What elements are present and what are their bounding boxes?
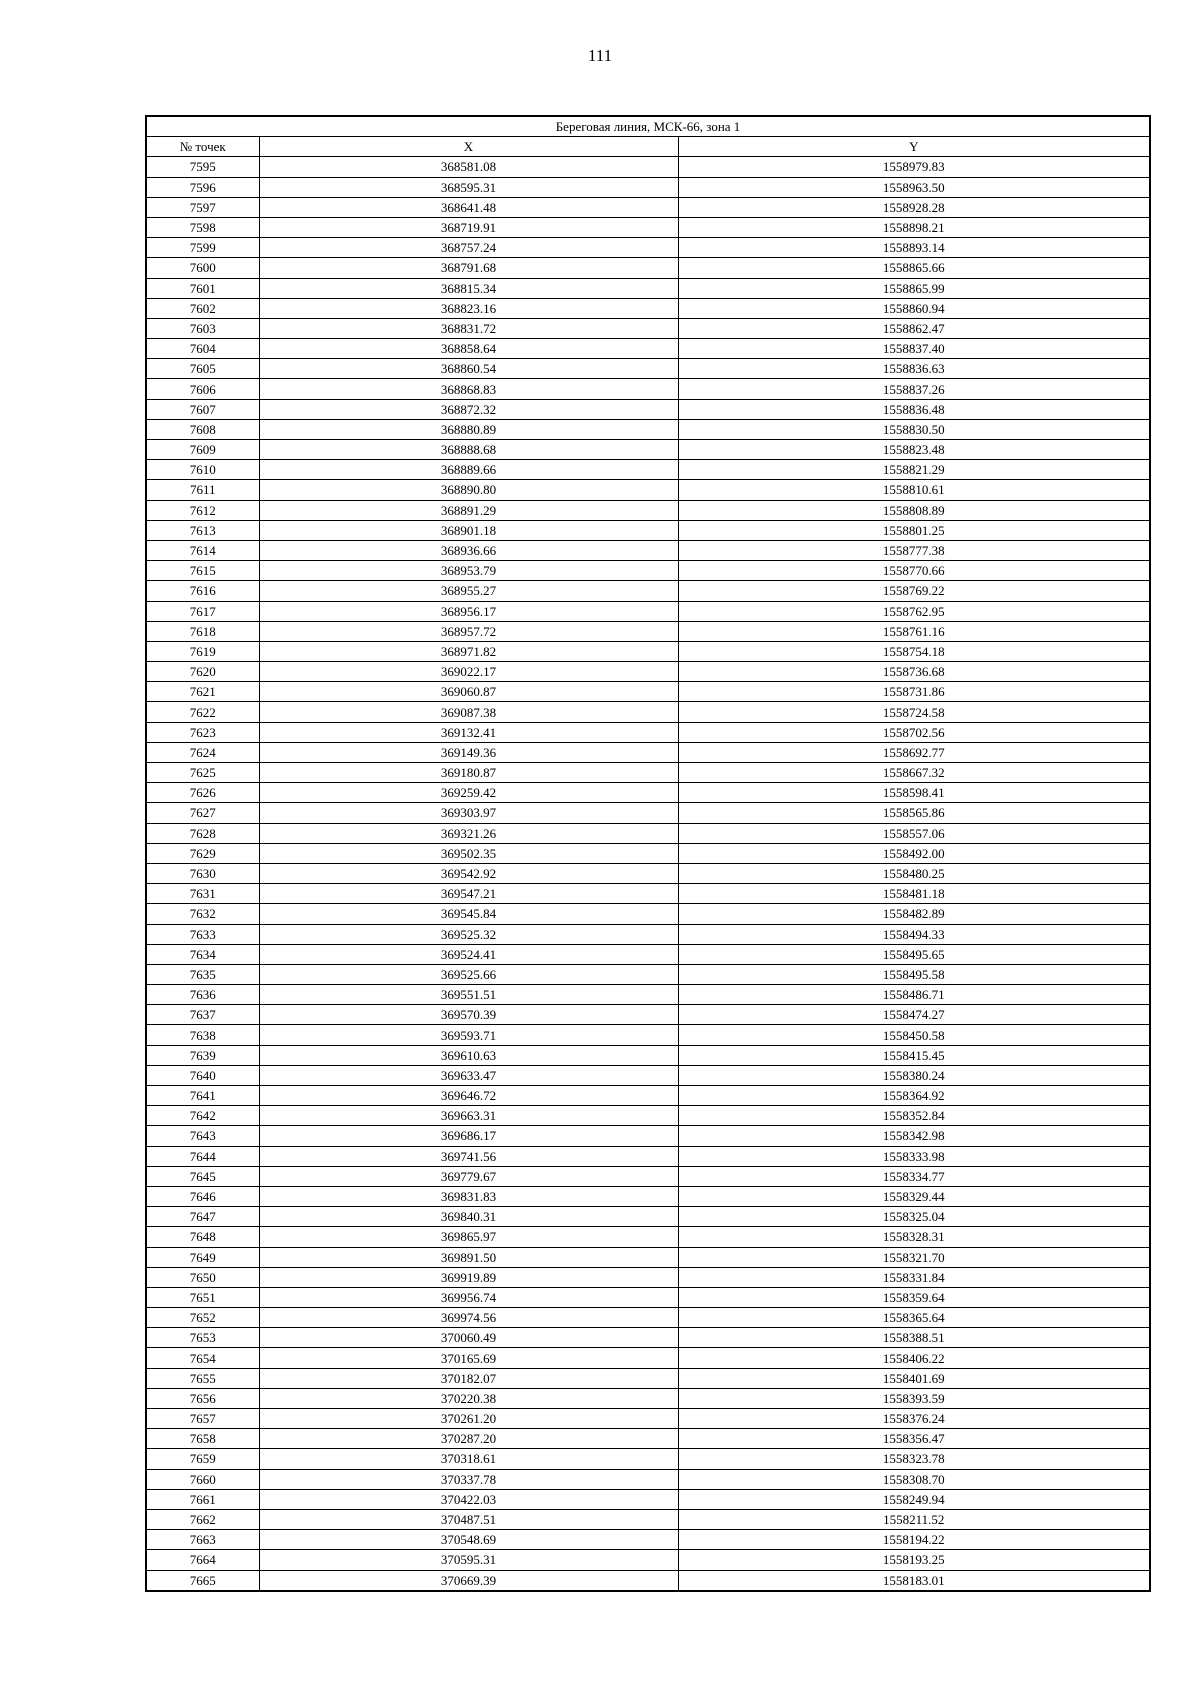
table-row [146,1005,1150,1025]
x-coordinate-cell: 370060.49 [259,1328,678,1348]
table-row [146,197,1150,217]
y-coordinate-cell: 1558724.58 [678,702,1150,722]
point-number-cell: 7617 [146,601,259,621]
point-number-cell: 7623 [146,722,259,742]
x-coordinate-cell: 368595.31 [259,177,678,197]
point-number-cell: 7646 [146,1186,259,1206]
table-row [146,1267,1150,1287]
y-coordinate-cell: 1558450.58 [678,1025,1150,1045]
x-coordinate-cell: 369974.56 [259,1308,678,1328]
table-row [146,924,1150,944]
point-number-cell: 7665 [146,1570,259,1591]
point-number-cell: 7659 [146,1449,259,1469]
x-coordinate-cell: 368880.89 [259,419,678,439]
x-coordinate-cell: 369610.63 [259,1045,678,1065]
table-row [146,863,1150,883]
x-coordinate-cell: 368823.16 [259,298,678,318]
x-coordinate-cell: 368971.82 [259,641,678,661]
x-coordinate-cell: 369741.56 [259,1146,678,1166]
point-number-cell: 7629 [146,843,259,863]
point-number-cell: 7634 [146,944,259,964]
x-coordinate-cell: 369321.26 [259,823,678,843]
y-coordinate-cell: 1558193.25 [678,1550,1150,1570]
point-number-cell: 7628 [146,823,259,843]
x-coordinate-cell: 370669.39 [259,1570,678,1591]
y-coordinate-cell: 1558565.86 [678,803,1150,823]
x-coordinate-cell: 369570.39 [259,1005,678,1025]
x-coordinate-cell: 370318.61 [259,1449,678,1469]
table-row [146,520,1150,540]
x-coordinate-cell: 370595.31 [259,1550,678,1570]
table-row [146,1530,1150,1550]
x-coordinate-cell: 368936.66 [259,540,678,560]
table-row [146,1348,1150,1368]
x-coordinate-cell: 369525.32 [259,924,678,944]
y-coordinate-cell: 1558837.40 [678,339,1150,359]
x-coordinate-cell: 369551.51 [259,985,678,1005]
point-number-cell: 7649 [146,1247,259,1267]
x-coordinate-cell: 369779.67 [259,1166,678,1186]
y-coordinate-cell: 1558492.00 [678,843,1150,863]
x-coordinate-cell: 370422.03 [259,1489,678,1509]
table-row [146,460,1150,480]
x-coordinate-cell: 368891.29 [259,500,678,520]
table-row [146,480,1150,500]
table-row [146,1429,1150,1449]
y-coordinate-cell: 1558823.48 [678,440,1150,460]
point-number-cell: 7610 [146,460,259,480]
y-coordinate-cell: 1558761.16 [678,621,1150,641]
x-coordinate-cell: 368860.54 [259,359,678,379]
x-coordinate-cell: 368831.72 [259,318,678,338]
point-number-cell: 7654 [146,1348,259,1368]
x-coordinate-cell: 370182.07 [259,1368,678,1388]
x-coordinate-cell: 369919.89 [259,1267,678,1287]
point-number-cell: 7618 [146,621,259,641]
y-coordinate-cell: 1558401.69 [678,1368,1150,1388]
x-coordinate-cell: 370337.78 [259,1469,678,1489]
y-coordinate-cell: 1558308.70 [678,1469,1150,1489]
table-row [146,177,1150,197]
x-coordinate-cell: 368815.34 [259,278,678,298]
table-row [146,1409,1150,1429]
y-coordinate-cell: 1558474.27 [678,1005,1150,1025]
point-number-cell: 7600 [146,258,259,278]
y-coordinate-cell: 1558801.25 [678,520,1150,540]
point-number-cell: 7645 [146,1166,259,1186]
x-coordinate-cell: 370487.51 [259,1509,678,1529]
table-row [146,702,1150,722]
x-coordinate-cell: 368888.68 [259,440,678,460]
x-coordinate-cell: 369865.97 [259,1227,678,1247]
table-row [146,1025,1150,1045]
point-number-cell: 7615 [146,561,259,581]
y-coordinate-cell: 1558482.89 [678,904,1150,924]
y-coordinate-cell: 1558598.41 [678,783,1150,803]
y-coordinate-cell: 1558194.22 [678,1530,1150,1550]
x-coordinate-cell: 369831.83 [259,1186,678,1206]
point-number-cell: 7633 [146,924,259,944]
x-coordinate-cell: 368868.83 [259,379,678,399]
y-coordinate-cell: 1558415.45 [678,1045,1150,1065]
point-number-cell: 7662 [146,1509,259,1529]
table-title-row [146,116,1150,137]
x-coordinate-cell: 369686.17 [259,1126,678,1146]
table-row [146,1368,1150,1388]
x-coordinate-cell: 369022.17 [259,662,678,682]
y-coordinate-cell: 1558329.44 [678,1186,1150,1206]
table-row [146,1186,1150,1206]
table-row [146,1388,1150,1408]
x-coordinate-cell: 369663.31 [259,1106,678,1126]
point-number-cell: 7619 [146,641,259,661]
table-row [146,278,1150,298]
point-number-cell: 7637 [146,1005,259,1025]
page-number: 111 [587,46,613,65]
table-row [146,157,1150,177]
y-coordinate-cell: 1558352.84 [678,1106,1150,1126]
x-coordinate-cell: 369547.21 [259,884,678,904]
point-number-cell: 7653 [146,1328,259,1348]
point-number-cell: 7636 [146,985,259,1005]
point-number-cell: 7650 [146,1267,259,1287]
table-row [146,1469,1150,1489]
table-row [146,540,1150,560]
point-number-cell: 7599 [146,238,259,258]
table-row [146,440,1150,460]
x-coordinate-cell: 368901.18 [259,520,678,540]
y-coordinate-cell: 1558494.33 [678,924,1150,944]
table-row [146,238,1150,258]
x-coordinate-cell: 368641.48 [259,197,678,217]
point-number-cell: 7605 [146,359,259,379]
y-coordinate-cell: 1558481.18 [678,884,1150,904]
point-number-cell: 7663 [146,1530,259,1550]
table-row [146,601,1150,621]
y-coordinate-cell: 1558495.65 [678,944,1150,964]
point-number-cell: 7607 [146,399,259,419]
y-coordinate-cell: 1558736.68 [678,662,1150,682]
y-coordinate-cell: 1558376.24 [678,1409,1150,1429]
column-header-point-number: № точек [146,137,259,157]
x-coordinate-cell: 369303.97 [259,803,678,823]
point-number-cell: 7596 [146,177,259,197]
x-coordinate-cell: 370165.69 [259,1348,678,1368]
table-row [146,1247,1150,1267]
x-coordinate-cell: 368956.17 [259,601,678,621]
y-coordinate-cell: 1558770.66 [678,561,1150,581]
y-coordinate-cell: 1558334.77 [678,1166,1150,1186]
table-row [146,359,1150,379]
table-row [146,1550,1150,1570]
point-number-cell: 7608 [146,419,259,439]
y-coordinate-cell: 1558388.51 [678,1328,1150,1348]
table-row [146,298,1150,318]
table-row [146,722,1150,742]
y-coordinate-cell: 1558777.38 [678,540,1150,560]
table-row [146,662,1150,682]
table-row [146,904,1150,924]
y-coordinate-cell: 1558495.58 [678,964,1150,984]
y-coordinate-cell: 1558342.98 [678,1126,1150,1146]
table-title: Береговая линия, МСК-66, зона 1 [146,116,1150,137]
point-number-cell: 7626 [146,783,259,803]
y-coordinate-cell: 1558325.04 [678,1207,1150,1227]
point-number-cell: 7657 [146,1409,259,1429]
table-row [146,944,1150,964]
table-row [146,682,1150,702]
coordinates-table [145,115,1151,1592]
x-coordinate-cell: 370261.20 [259,1409,678,1429]
y-coordinate-cell: 1558893.14 [678,238,1150,258]
point-number-cell: 7627 [146,803,259,823]
y-coordinate-cell: 1558406.22 [678,1348,1150,1368]
point-number-cell: 7661 [146,1489,259,1509]
point-number-cell: 7638 [146,1025,259,1045]
point-number-cell: 7640 [146,1065,259,1085]
point-number-cell: 7621 [146,682,259,702]
y-coordinate-cell: 1558836.63 [678,359,1150,379]
x-coordinate-cell: 370220.38 [259,1388,678,1408]
table-row [146,379,1150,399]
table-row [146,641,1150,661]
y-coordinate-cell: 1558692.77 [678,742,1150,762]
point-number-cell: 7664 [146,1550,259,1570]
point-number-cell: 7602 [146,298,259,318]
y-coordinate-cell: 1558865.66 [678,258,1150,278]
point-number-cell: 7611 [146,480,259,500]
y-coordinate-cell: 1558380.24 [678,1065,1150,1085]
column-header-x: X [259,137,678,157]
table-row [146,419,1150,439]
y-coordinate-cell: 1558331.84 [678,1267,1150,1287]
y-coordinate-cell: 1558557.06 [678,823,1150,843]
table-row [146,803,1150,823]
y-coordinate-cell: 1558754.18 [678,641,1150,661]
point-number-cell: 7644 [146,1146,259,1166]
table-row [146,742,1150,762]
table-row [146,500,1150,520]
y-coordinate-cell: 1558333.98 [678,1146,1150,1166]
x-coordinate-cell: 368953.79 [259,561,678,581]
table-row [146,1106,1150,1126]
table-row [146,1287,1150,1307]
y-coordinate-cell: 1558249.94 [678,1489,1150,1509]
point-number-cell: 7606 [146,379,259,399]
y-coordinate-cell: 1558359.64 [678,1287,1150,1307]
y-coordinate-cell: 1558810.61 [678,480,1150,500]
table-row [146,1126,1150,1146]
point-number-cell: 7639 [146,1045,259,1065]
x-coordinate-cell: 370548.69 [259,1530,678,1550]
x-coordinate-cell: 369149.36 [259,742,678,762]
x-coordinate-cell: 369542.92 [259,863,678,883]
table-body [146,157,1150,1591]
table-row [146,1086,1150,1106]
y-coordinate-cell: 1558830.50 [678,419,1150,439]
y-coordinate-cell: 1558183.01 [678,1570,1150,1591]
y-coordinate-cell: 1558323.78 [678,1449,1150,1469]
x-coordinate-cell: 369891.50 [259,1247,678,1267]
table-row [146,561,1150,581]
table-row [146,1207,1150,1227]
y-coordinate-cell: 1558769.22 [678,581,1150,601]
y-coordinate-cell: 1558821.29 [678,460,1150,480]
table-row [146,1570,1150,1591]
x-coordinate-cell: 369525.66 [259,964,678,984]
y-coordinate-cell: 1558979.83 [678,157,1150,177]
x-coordinate-cell: 369087.38 [259,702,678,722]
table-row [146,783,1150,803]
y-coordinate-cell: 1558762.95 [678,601,1150,621]
point-number-cell: 7620 [146,662,259,682]
y-coordinate-cell: 1558356.47 [678,1429,1150,1449]
y-coordinate-cell: 1558667.32 [678,763,1150,783]
point-number-cell: 7603 [146,318,259,338]
table-row [146,1509,1150,1529]
x-coordinate-cell: 369524.41 [259,944,678,964]
x-coordinate-cell: 368890.80 [259,480,678,500]
point-number-cell: 7655 [146,1368,259,1388]
table-row [146,399,1150,419]
x-coordinate-cell: 369840.31 [259,1207,678,1227]
point-number-cell: 7622 [146,702,259,722]
y-coordinate-cell: 1558480.25 [678,863,1150,883]
point-number-cell: 7625 [146,763,259,783]
x-coordinate-cell: 369132.41 [259,722,678,742]
point-number-cell: 7624 [146,742,259,762]
point-number-cell: 7601 [146,278,259,298]
point-number-cell: 7597 [146,197,259,217]
y-coordinate-cell: 1558898.21 [678,217,1150,237]
point-number-cell: 7658 [146,1429,259,1449]
x-coordinate-cell: 370287.20 [259,1429,678,1449]
y-coordinate-cell: 1558862.47 [678,318,1150,338]
point-number-cell: 7656 [146,1388,259,1408]
x-coordinate-cell: 368719.91 [259,217,678,237]
x-coordinate-cell: 368791.68 [259,258,678,278]
x-coordinate-cell: 369545.84 [259,904,678,924]
x-coordinate-cell: 368872.32 [259,399,678,419]
point-number-cell: 7641 [146,1086,259,1106]
point-number-cell: 7616 [146,581,259,601]
table-row [146,1489,1150,1509]
table-row [146,1065,1150,1085]
table-row [146,1045,1150,1065]
point-number-cell: 7630 [146,863,259,883]
x-coordinate-cell: 369180.87 [259,763,678,783]
point-number-cell: 7652 [146,1308,259,1328]
point-number-cell: 7613 [146,520,259,540]
point-number-cell: 7609 [146,440,259,460]
x-coordinate-cell: 369646.72 [259,1086,678,1106]
table-row [146,258,1150,278]
y-coordinate-cell: 1558865.99 [678,278,1150,298]
y-coordinate-cell: 1558836.48 [678,399,1150,419]
y-coordinate-cell: 1558702.56 [678,722,1150,742]
table-row [146,823,1150,843]
y-coordinate-cell: 1558808.89 [678,500,1150,520]
table-row [146,1146,1150,1166]
x-coordinate-cell: 369633.47 [259,1065,678,1085]
x-coordinate-cell: 368955.27 [259,581,678,601]
x-coordinate-cell: 368889.66 [259,460,678,480]
table-row [146,763,1150,783]
column-header-y: Y [678,137,1150,157]
y-coordinate-cell: 1558486.71 [678,985,1150,1005]
table-header-row [146,137,1150,157]
table-row [146,1166,1150,1186]
y-coordinate-cell: 1558365.64 [678,1308,1150,1328]
point-number-cell: 7660 [146,1469,259,1489]
y-coordinate-cell: 1558731.86 [678,682,1150,702]
table-row [146,217,1150,237]
point-number-cell: 7604 [146,339,259,359]
y-coordinate-cell: 1558364.92 [678,1086,1150,1106]
point-number-cell: 7635 [146,964,259,984]
point-number-cell: 7598 [146,217,259,237]
point-number-cell: 7612 [146,500,259,520]
y-coordinate-cell: 1558211.52 [678,1509,1150,1529]
x-coordinate-cell: 369060.87 [259,682,678,702]
x-coordinate-cell: 369593.71 [259,1025,678,1045]
table-row [146,1227,1150,1247]
y-coordinate-cell: 1558321.70 [678,1247,1150,1267]
x-coordinate-cell: 368957.72 [259,621,678,641]
x-coordinate-cell: 369502.35 [259,843,678,863]
table-row [146,318,1150,338]
point-number-cell: 7647 [146,1207,259,1227]
x-coordinate-cell: 368757.24 [259,238,678,258]
table-row [146,843,1150,863]
x-coordinate-cell: 369259.42 [259,783,678,803]
table-row [146,1328,1150,1348]
y-coordinate-cell: 1558860.94 [678,298,1150,318]
point-number-cell: 7614 [146,540,259,560]
table-row [146,621,1150,641]
y-coordinate-cell: 1558928.28 [678,197,1150,217]
x-coordinate-cell: 368581.08 [259,157,678,177]
y-coordinate-cell: 1558328.31 [678,1227,1150,1247]
table-row [146,581,1150,601]
point-number-cell: 7595 [146,157,259,177]
point-number-cell: 7651 [146,1287,259,1307]
point-number-cell: 7643 [146,1126,259,1146]
x-coordinate-cell: 368858.64 [259,339,678,359]
table-row [146,1308,1150,1328]
y-coordinate-cell: 1558393.59 [678,1388,1150,1408]
point-number-cell: 7642 [146,1106,259,1126]
point-number-cell: 7631 [146,884,259,904]
x-coordinate-cell: 369956.74 [259,1287,678,1307]
table-row [146,964,1150,984]
table-row [146,1449,1150,1469]
y-coordinate-cell: 1558963.50 [678,177,1150,197]
table-row [146,884,1150,904]
table-row [146,339,1150,359]
table-row [146,985,1150,1005]
point-number-cell: 7632 [146,904,259,924]
y-coordinate-cell: 1558837.26 [678,379,1150,399]
point-number-cell: 7648 [146,1227,259,1247]
